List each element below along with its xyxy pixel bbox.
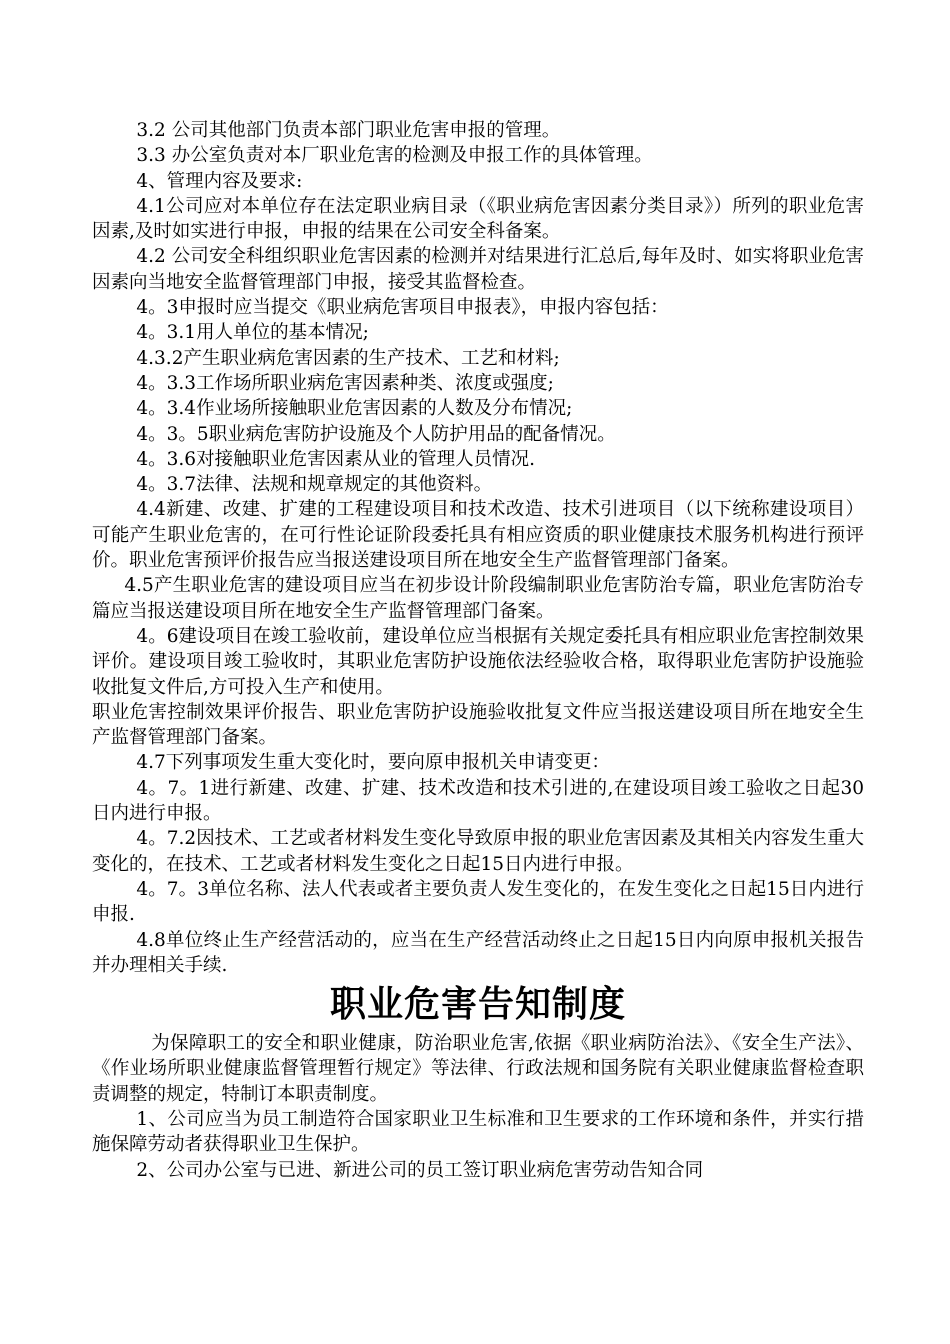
paragraph-4-3-6: 4。3.6对接触职业危害因素从业的管理人员情况. bbox=[136, 448, 535, 470]
paragraph-4-1: 4.1公司应对本单位存在法定职业病目录（《职业病危害因素分类目录》）所列的职业危害因素,及时如实进行申报，申报的结果在公司安全科备案。 bbox=[92, 195, 864, 243]
paragraph-4-6-continued: 职业危害控制效果评价报告、职业危害防护设施验收批复文件应当报送建设项目所在地安全生产监督管理部门备案。 bbox=[92, 701, 864, 749]
paragraph-4-8: 4.8单位终止生产经营活动的，应当在生产经营活动终止之日起15日内向原申报机关报告并办理相关手续. bbox=[92, 929, 864, 976]
heading-4-management: 4、管理内容及要求: bbox=[136, 170, 303, 192]
paragraph-4-7-3: 4。7。3单位名称、法人代表或者主要负责人发生变化的，在发生变化之日起15日内进行申报. bbox=[92, 878, 864, 926]
paragraph-3-2: 3.2 公司其他部门负责本部门职业危害申报的管理。 bbox=[136, 120, 561, 141]
paragraph-4-3-4: 4。3.4作业场所接触职业危害因素的人数及分布情况; bbox=[136, 398, 573, 420]
paragraph-4-3: 4。3申报时应当提交《职业病危害项目申报表》，申报内容包括： bbox=[136, 297, 669, 319]
paragraph-4-3-5: 4。3。5职业病危害防护设施及个人防护用品的配备情况。 bbox=[136, 423, 616, 445]
section-title: 职业危害告知制度 bbox=[329, 984, 626, 1026]
paragraph-4-3-1: 4。3.1用人单位的基本情况; bbox=[136, 322, 369, 344]
paragraph-4-3-3: 4。3.3工作场所职业病危害因素种类、浓度或强度; bbox=[136, 372, 554, 394]
paragraph-4-5: 4.5产生职业危害的建设项目应当在初步设计阶段编制职业危害防治专篇，职业危害防治专篇应当报送建设项目所在地安全生产监督管理部门备案。 bbox=[92, 575, 864, 622]
intro-paragraph: 为保障职工的安全和职业健康，防治职业危害,依据《职业病防治法》、《安全生产法》、《作业场所职业健康监督管理暂行规定》等法律、行政法规和国务院有关职业健康监督检查职责调整的规定，特制订本职责制度。 bbox=[92, 1033, 864, 1105]
paragraph-3-3: 3.3 办公室负责对本厂职业危害的检测及申报工作的具体管理。 bbox=[136, 145, 653, 167]
document-body bbox=[92, 118, 864, 1183]
paragraph-4-2: 4.2 公司安全科组织职业危害因素的检测并对结果进行汇总后,每年及时、如实将职业危害因素向当地安全监督管理部门申报，接受其监督检查。 bbox=[92, 246, 864, 293]
paragraph-4-7-1: 4。7。1进行新建、改建、扩建、技术改造和技术引进的,在建设项目竣工验收之日起30日内进行申报。 bbox=[92, 777, 864, 825]
paragraph-4-3-7: 4。3.7法律、法规和规章规定的其他资料。 bbox=[136, 474, 493, 496]
paragraph-item-1: 1、公司应当为员工制造符合国家职业卫生标准和卫生要求的工作环境和条件，并实行措施保障劳动者获得职业卫生保护。 bbox=[92, 1108, 864, 1156]
paragraph-4-3-2: 4.3.2产生职业病危害因素的生产技术、工艺和材料; bbox=[136, 347, 560, 369]
paragraph-item-2: 2、公司办公室与已进、新进公司的员工签订职业病危害劳动告知合同 bbox=[136, 1159, 704, 1181]
paragraph-4-7: 4.7下列事项发生重大变化时，要向原申报机关申请变更： bbox=[136, 752, 610, 774]
paragraph-4-4: 4.4新建、改建、扩建的工程建设项目和技术改造、技术引进项目（以下统称建设项目）可能产生职业危害的，在可行性论证阶段委托具有相应资质的职业健康技术服务机构进行预评价。职业危害预评价报告应当报送建设项目所在地安全生产监督管理部门备案。 bbox=[92, 499, 864, 572]
paragraph-4-7-2: 4。7.2因技术、工艺或者材料发生变化导致原申报的职业危害因素及其相关内容发生重大变化的，在技术、工艺或者材料发生变化之日起15日内进行申报。 bbox=[92, 828, 864, 875]
paragraph-4-6: 4。6建设项目在竣工验收前，建设单位应当根据有关规定委托具有相应职业危害控制效果评价。建设项目竣工验收时，其职业危害防护设施依法经验收合格，取得职业危害防护设施验收批复文件后,方可投入生产和使用。 bbox=[92, 625, 864, 698]
